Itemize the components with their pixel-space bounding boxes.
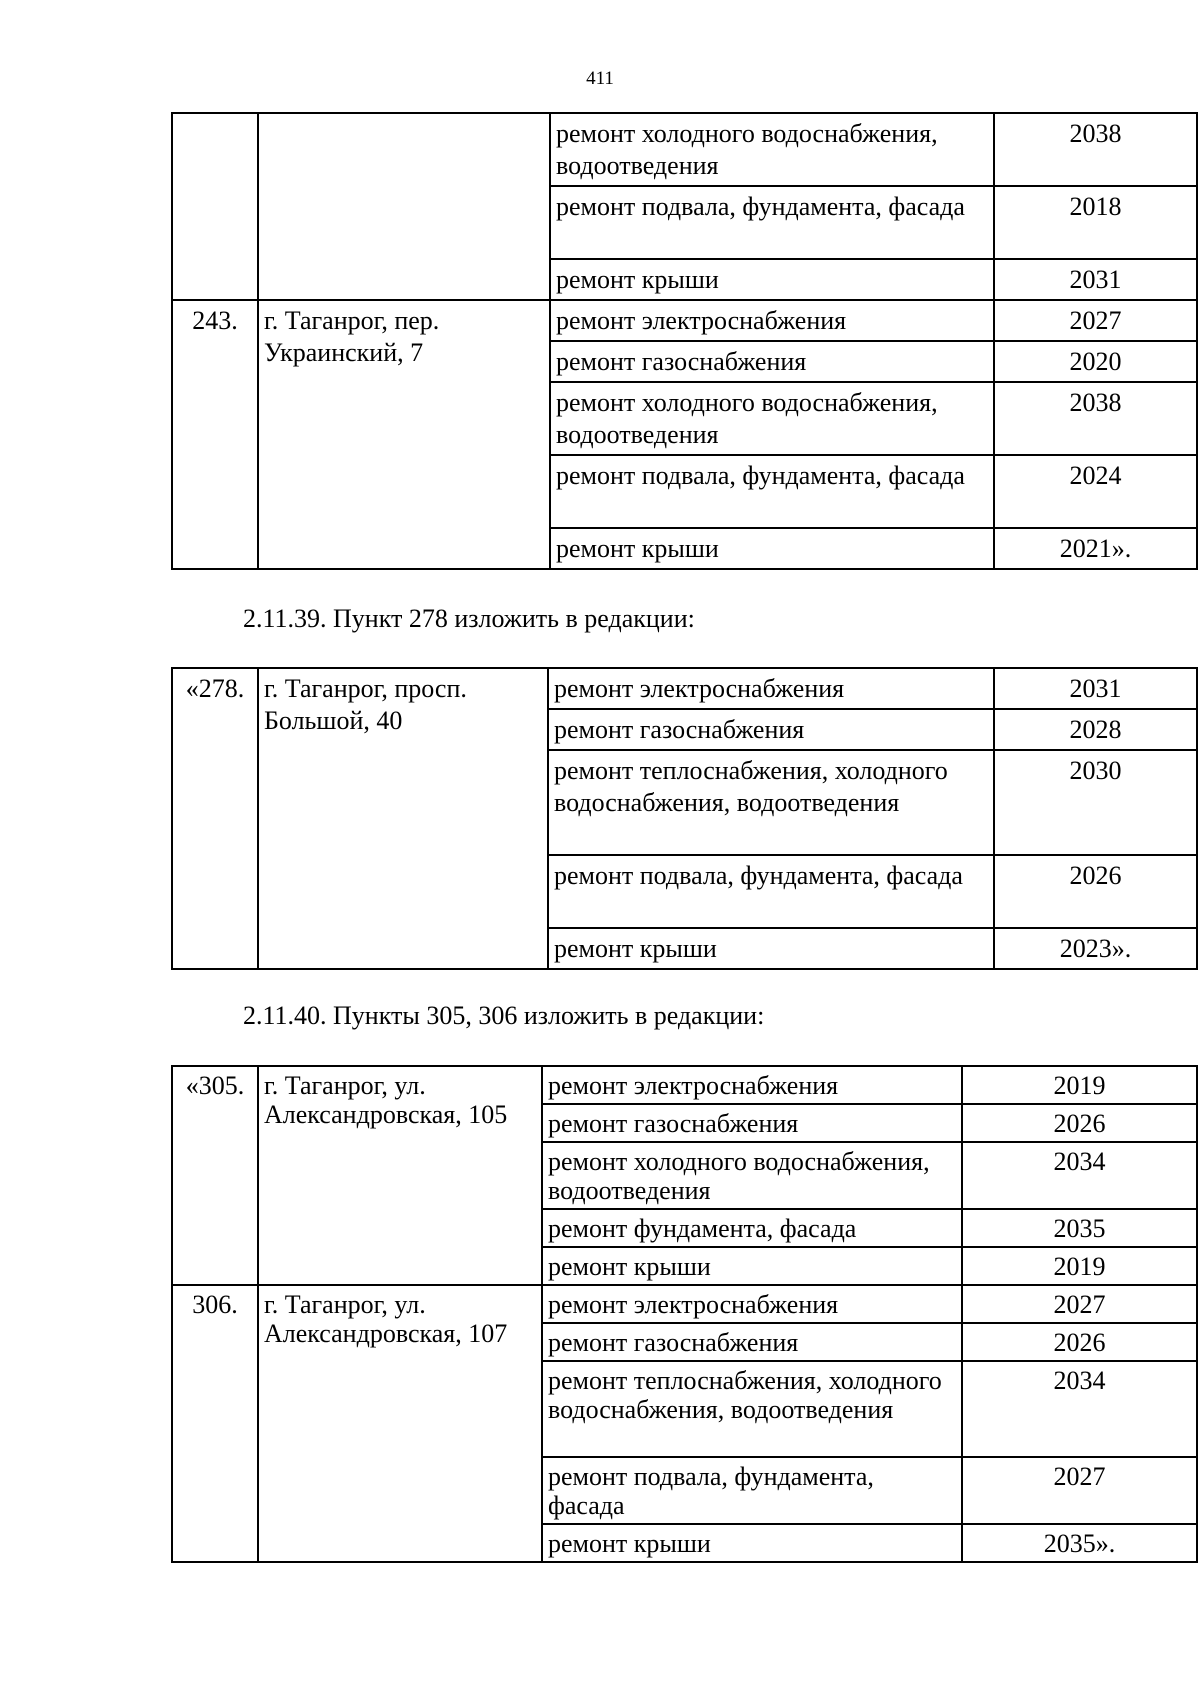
work-name: ремонт крыши: [550, 528, 994, 569]
work-name: ремонт электроснабжения: [542, 1285, 962, 1323]
work-year: 2035: [962, 1209, 1197, 1247]
item-number: «305.: [172, 1066, 258, 1285]
item-address: [258, 113, 550, 300]
table-row: [172, 113, 1197, 186]
work-name: ремонт подвала, фундамента, фасада: [542, 1457, 962, 1524]
work-year: 2026: [994, 855, 1197, 928]
work-name: ремонт подвала, фундамента, фасада: [550, 455, 994, 528]
work-name: ремонт подвала, фундамента, фасада: [550, 186, 994, 259]
work-name: ремонт крыши: [550, 259, 994, 300]
work-year: 2027: [962, 1285, 1197, 1323]
item-address: г. Таганрог, просп. Большой, 40: [258, 668, 548, 969]
work-name: ремонт подвала, фундамента, фасада: [548, 855, 994, 928]
item-number: 306.: [172, 1285, 258, 1562]
work-year: 2020: [994, 341, 1197, 382]
work-name: ремонт крыши: [542, 1247, 962, 1285]
item-number: «278.: [172, 668, 258, 969]
work-year: 2038: [994, 382, 1197, 455]
work-name: ремонт газоснабжения: [542, 1104, 962, 1142]
work-year: 2023».: [994, 928, 1197, 969]
work-name: ремонт теплоснабжения, холодного водоснабжения, водоотведения: [548, 750, 994, 855]
work-year: 2026: [962, 1104, 1197, 1142]
table-row: [172, 1066, 1197, 1104]
work-year: 2021».: [994, 528, 1197, 569]
work-name: ремонт газоснабжения: [542, 1323, 962, 1361]
work-name: ремонт холодного водоснабжения, водоотведения: [542, 1142, 962, 1209]
section-heading-2-11-39: 2.11.39. Пункт 278 изложить в редакции:: [243, 604, 695, 633]
work-year: 2038: [994, 113, 1197, 186]
work-name: ремонт холодного водоснабжения, водоотведения: [550, 382, 994, 455]
work-name: ремонт крыши: [542, 1524, 962, 1562]
work-year: 2024: [994, 455, 1197, 528]
work-year: 2026: [962, 1323, 1197, 1361]
work-year: 2027: [994, 300, 1197, 341]
work-year: 2019: [962, 1247, 1197, 1285]
work-year: 2031: [994, 259, 1197, 300]
work-name: ремонт электроснабжения: [548, 668, 994, 709]
work-name: ремонт газоснабжения: [550, 341, 994, 382]
work-name: ремонт крыши: [548, 928, 994, 969]
item-address: г. Таганрог, ул. Александровская, 105: [258, 1066, 542, 1285]
section-heading-2-11-40: 2.11.40. Пункты 305, 306 изложить в редакции:: [243, 1001, 765, 1030]
work-name: ремонт теплоснабжения, холодного водоснабжения, водоотведения: [542, 1361, 962, 1457]
work-year: 2028: [994, 709, 1197, 750]
work-year: 2019: [962, 1066, 1197, 1104]
repair-table-2: [171, 667, 1198, 970]
item-number: 243.: [172, 300, 258, 569]
page-number: 411: [586, 68, 614, 89]
work-name: ремонт фундамента, фасада: [542, 1209, 962, 1247]
table-row: [172, 300, 1197, 341]
work-year: 2030: [994, 750, 1197, 855]
work-year: 2031: [994, 668, 1197, 709]
work-year: 2027: [962, 1457, 1197, 1524]
item-address: г. Таганрог, пер. Украинский, 7: [258, 300, 550, 569]
work-name: ремонт холодного водоснабжения, водоотведения: [550, 113, 994, 186]
repair-table-1: [171, 112, 1198, 570]
item-address: г. Таганрог, ул. Александровская, 107: [258, 1285, 542, 1562]
work-year: 2035».: [962, 1524, 1197, 1562]
work-year: 2034: [962, 1361, 1197, 1457]
repair-table-3: [171, 1065, 1198, 1563]
work-year: 2034: [962, 1142, 1197, 1209]
work-year: 2018: [994, 186, 1197, 259]
work-name: ремонт электроснабжения: [542, 1066, 962, 1104]
table-row: [172, 668, 1197, 709]
work-name: ремонт электроснабжения: [550, 300, 994, 341]
item-number: [172, 113, 258, 300]
table-row: [172, 1285, 1197, 1323]
work-name: ремонт газоснабжения: [548, 709, 994, 750]
